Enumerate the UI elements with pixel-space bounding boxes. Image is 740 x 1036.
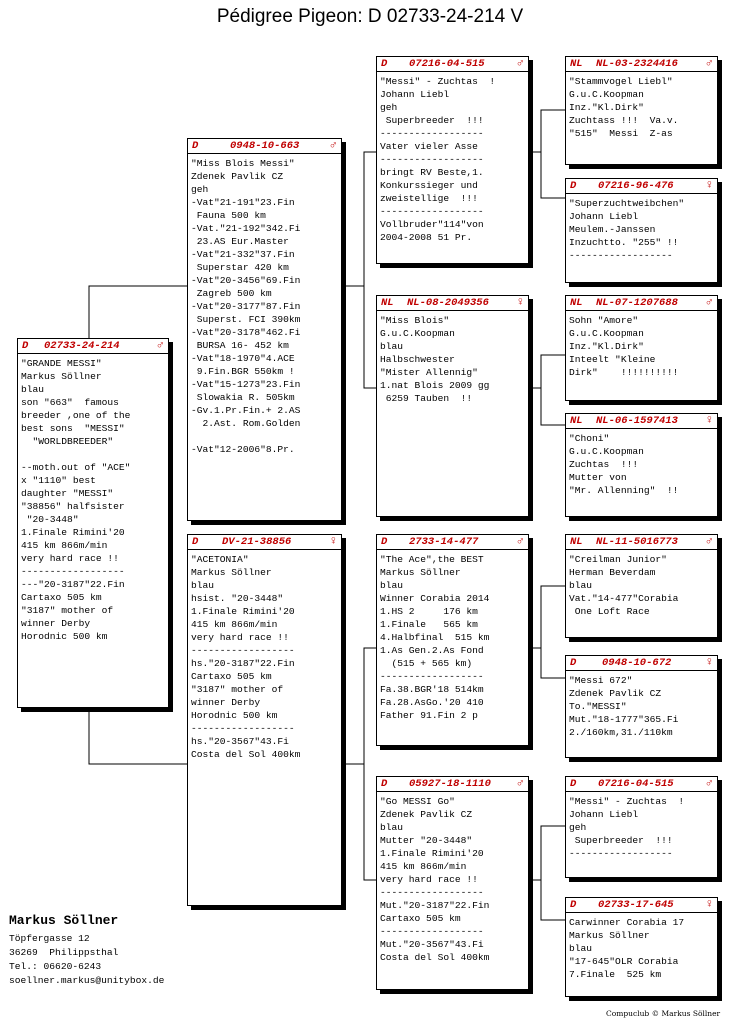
card-line: hsist. "20-3448" bbox=[191, 593, 284, 604]
card-line: bringt RV Beste,1. bbox=[380, 167, 484, 178]
pigeon-card-ff bbox=[376, 56, 529, 264]
country-code: D bbox=[570, 899, 577, 911]
country-code: D bbox=[381, 58, 388, 70]
card-line: ------------------ bbox=[21, 566, 125, 577]
ring-number: 02733-24-214 bbox=[44, 340, 120, 352]
card-line: "Creilman Junior" bbox=[569, 554, 667, 565]
card-line: winner Derby bbox=[191, 697, 261, 708]
ring-number: NL-03-2324416 bbox=[596, 58, 678, 70]
card-line: Johann Liebl bbox=[380, 89, 450, 100]
sex-icon: ♀ bbox=[705, 655, 713, 669]
card-line: "Miss Blois" bbox=[380, 315, 450, 326]
card-line: 9.Fin.BGR 550km ! bbox=[191, 366, 295, 377]
card-line: "38856" halfsister bbox=[21, 501, 125, 512]
sex-icon: ♀ bbox=[329, 534, 337, 548]
card-line: Herman Beverdam bbox=[569, 567, 656, 578]
pigeon-card-fmm bbox=[565, 413, 718, 517]
card-line: ---"20-3187"22.Fin bbox=[21, 579, 125, 590]
sex-icon: ♂ bbox=[156, 338, 164, 352]
card-line: very hard race !! bbox=[380, 874, 478, 885]
card-line: ------------------ bbox=[380, 154, 484, 165]
card-line: geh bbox=[569, 822, 587, 833]
card-line: Costa del Sol 400km bbox=[380, 952, 490, 963]
pigeon-card-mother bbox=[187, 534, 342, 906]
card-line: Mut."20-3187"22.Fin bbox=[380, 900, 490, 911]
card-line: Inzuchtto. "255" !! bbox=[569, 237, 679, 248]
card-line: Horodnic 500 km bbox=[191, 710, 278, 721]
card-line: 2./160km,31./110km bbox=[569, 727, 673, 738]
country-code: NL bbox=[570, 415, 583, 427]
card-line: geh bbox=[191, 184, 209, 195]
card-line: Superbreeder !!! bbox=[569, 835, 673, 846]
ring-number: 2733-14-477 bbox=[409, 536, 479, 548]
country-code: D bbox=[192, 140, 199, 152]
card-body bbox=[566, 550, 717, 618]
ring-number: NL-06-1597413 bbox=[596, 415, 678, 427]
pigeon-card-fmf bbox=[565, 295, 718, 401]
card-header bbox=[377, 777, 528, 792]
card-line: Markus Söllner bbox=[21, 371, 102, 382]
card-line: ------------------ bbox=[191, 723, 295, 734]
card-line: Halbschwester bbox=[380, 354, 455, 365]
card-line: Inz."Kl.Dirk" bbox=[569, 102, 644, 113]
breeder-email[interactable]: soellner.markus@unitybox.de bbox=[9, 975, 165, 986]
card-line: blau bbox=[21, 384, 45, 395]
card-body bbox=[566, 792, 717, 860]
sex-icon: ♂ bbox=[516, 534, 524, 548]
card-line: 2004-2008 51 Pr. bbox=[380, 232, 473, 243]
card-line: G.u.C.Koopman bbox=[380, 328, 455, 339]
card-line: Inteelt "Kleine bbox=[569, 354, 656, 365]
sex-icon: ♂ bbox=[705, 295, 713, 309]
card-line: Markus Söllner bbox=[569, 930, 650, 941]
card-line bbox=[21, 448, 165, 461]
country-code: NL bbox=[381, 297, 394, 309]
card-line: ------------------ bbox=[380, 671, 484, 682]
country-code: D bbox=[192, 536, 199, 548]
card-line: "Go MESSI Go" bbox=[380, 796, 455, 807]
card-line: Markus Söllner bbox=[191, 567, 272, 578]
card-line: 1.As Gen.2.As Fond bbox=[380, 645, 484, 656]
ring-number: 05927-18-1110 bbox=[409, 778, 491, 790]
card-line: ------------------ bbox=[380, 887, 484, 898]
card-line: (515 + 565 km) bbox=[380, 658, 473, 669]
card-line: Mut."20-3567"43.Fi bbox=[380, 939, 484, 950]
card-line: 415 km 866m/min bbox=[21, 540, 108, 551]
sex-icon: ♀ bbox=[705, 413, 713, 427]
card-line: G.u.C.Koopman bbox=[569, 446, 644, 457]
card-line: Horodnic 500 km bbox=[21, 631, 108, 642]
card-line: blau bbox=[380, 341, 404, 352]
country-code: D bbox=[381, 778, 388, 790]
card-line: Vat."14-477"Corabia bbox=[569, 593, 679, 604]
card-line: breeder ,one of the bbox=[21, 410, 131, 421]
ring-number: DV-21-38856 bbox=[222, 536, 292, 548]
ring-number: 02733-17-645 bbox=[598, 899, 674, 911]
card-line: blau bbox=[569, 580, 593, 591]
card-header bbox=[377, 57, 528, 72]
card-body bbox=[377, 311, 528, 405]
card-body bbox=[377, 550, 528, 722]
card-line: Vater vieler Asse bbox=[380, 141, 478, 152]
card-line: "Superzuchtweibchen" bbox=[569, 198, 685, 209]
sex-icon: ♂ bbox=[705, 776, 713, 790]
card-body bbox=[188, 550, 341, 761]
card-line: "ACETONIA" bbox=[191, 554, 249, 565]
card-line: Sohn "Amore" bbox=[569, 315, 639, 326]
card-line: very hard race !! bbox=[191, 632, 289, 643]
card-line: 4.Halbfinal 515 km bbox=[380, 632, 490, 643]
breeder-street: Töpfergasse 12 bbox=[9, 933, 90, 944]
card-line: Slowakia R. 505km bbox=[191, 392, 295, 403]
card-line: Costa del Sol 400km bbox=[191, 749, 301, 760]
card-header bbox=[566, 898, 717, 913]
card-line: -Vat"20-3177"87.Fin bbox=[191, 301, 301, 312]
card-line: Fa.38.BGR'18 514km bbox=[380, 684, 484, 695]
breeder-info bbox=[9, 912, 164, 988]
card-header bbox=[377, 296, 528, 311]
card-line: Johann Liebl bbox=[569, 809, 639, 820]
country-code: NL bbox=[570, 536, 583, 548]
card-line: blau bbox=[380, 822, 404, 833]
pigeon-card-fm bbox=[376, 295, 529, 517]
pigeon-card-mff bbox=[565, 534, 718, 638]
card-line: "3187" mother of bbox=[21, 605, 114, 616]
country-code: NL bbox=[570, 58, 583, 70]
card-line: ------------------ bbox=[569, 250, 673, 261]
country-code: D bbox=[381, 536, 388, 548]
sex-icon: ♂ bbox=[705, 56, 713, 70]
breeder-city: 36269 Philippsthal bbox=[9, 947, 119, 958]
card-line: -Gv.1.Pr.Fin.+ 2.AS bbox=[191, 405, 301, 416]
card-line: "20-3448" bbox=[21, 514, 79, 525]
card-header bbox=[566, 777, 717, 792]
card-line: Cartaxo 505 km bbox=[21, 592, 102, 603]
card-header bbox=[566, 57, 717, 72]
country-code: D bbox=[22, 340, 29, 352]
card-line: -Vat"20-3178"462.Fi bbox=[191, 327, 301, 338]
ring-number: NL-11-5016773 bbox=[596, 536, 678, 548]
card-line: "Messi" - Zuchtas ! bbox=[569, 796, 685, 807]
card-line: ------------------ bbox=[380, 926, 484, 937]
card-line: best sons "MESSI" bbox=[21, 423, 125, 434]
ring-number: NL-08-2049356 bbox=[407, 297, 489, 309]
country-code: D bbox=[570, 180, 577, 192]
card-line: Konkurssieger und bbox=[380, 180, 478, 191]
card-line: Fauna 500 km bbox=[191, 210, 266, 221]
pigeon-card-mfm bbox=[565, 655, 718, 758]
card-line: Mutter "20-3448" bbox=[380, 835, 473, 846]
card-line: --moth.out of "ACE" bbox=[21, 462, 131, 473]
card-header bbox=[188, 535, 341, 550]
sex-icon: ♀ bbox=[516, 295, 524, 309]
card-line: hs."20-3187"22.Fin bbox=[191, 658, 295, 669]
card-line: zweistellige !!! bbox=[380, 193, 478, 204]
card-header bbox=[566, 535, 717, 550]
card-header bbox=[566, 414, 717, 429]
ring-number: 07216-96-476 bbox=[598, 180, 674, 192]
card-line: 2.Ast. Rom.Golden bbox=[191, 418, 301, 429]
card-line: Inz."Kl.Dirk" bbox=[569, 341, 644, 352]
card-line: blau bbox=[191, 580, 215, 591]
card-line: 1.HS 2 176 km bbox=[380, 606, 478, 617]
card-line: Zuchtas !!! bbox=[569, 459, 639, 470]
sex-icon: ♀ bbox=[705, 897, 713, 911]
sex-icon: ♂ bbox=[516, 776, 524, 790]
card-line: 1.nat Blois 2009 gg bbox=[380, 380, 490, 391]
breeder-phone: Tel.: 06620-6243 bbox=[9, 961, 102, 972]
card-line: "The Ace",the BEST bbox=[380, 554, 484, 565]
card-body bbox=[566, 194, 717, 262]
card-line: Carwinner Corabia 17 bbox=[569, 917, 685, 928]
card-line: 23.AS Eur.Master bbox=[191, 236, 289, 247]
sex-icon: ♂ bbox=[516, 56, 524, 70]
card-line: -Vat"21-332"37.Fin bbox=[191, 249, 295, 260]
ring-number: 07216-04-515 bbox=[598, 778, 674, 790]
card-line: -Vat"20-3456"69.Fin bbox=[191, 275, 301, 286]
card-line: -Vat"18-1970"4.ACE bbox=[191, 353, 295, 364]
card-line: "Stammvogel Liebl" bbox=[569, 76, 673, 87]
card-line: blau bbox=[380, 580, 404, 591]
pigeon-card-ffm bbox=[565, 178, 718, 283]
card-line: 1.Finale 565 km bbox=[380, 619, 478, 630]
card-line: Cartaxo 505 km bbox=[191, 671, 272, 682]
card-line: ------------------ bbox=[380, 206, 484, 217]
card-line: 1.Finale Rimini'20 bbox=[380, 848, 484, 859]
card-line: Zdenek Pavlik CZ bbox=[191, 171, 284, 182]
card-line: ------------------ bbox=[191, 645, 295, 656]
sex-icon: ♀ bbox=[705, 178, 713, 192]
card-line: Zdenek Pavlik CZ bbox=[569, 688, 662, 699]
card-line: 7.Finale 525 km bbox=[569, 969, 662, 980]
card-line: "515" Messi Z-as bbox=[569, 128, 673, 139]
sex-icon: ♂ bbox=[329, 138, 337, 152]
card-line: Superbreeder !!! bbox=[380, 115, 484, 126]
card-line: Mutter von bbox=[569, 472, 627, 483]
card-line: 1.Finale Rimini'20 bbox=[21, 527, 125, 538]
card-line: -Vat"15-1273"23.Fin bbox=[191, 379, 301, 390]
card-body bbox=[566, 429, 717, 497]
card-line: Mut."18-1777"365.Fi bbox=[569, 714, 679, 725]
pigeon-card-father bbox=[187, 138, 342, 521]
card-line: Johann Liebl bbox=[569, 211, 639, 222]
pigeon-card-mmf bbox=[565, 776, 718, 878]
card-line: BURSA 16- 452 km bbox=[191, 340, 289, 351]
card-header bbox=[18, 339, 168, 354]
country-code: D bbox=[570, 657, 577, 669]
card-line: Vollbruder"114"von bbox=[380, 219, 484, 230]
card-header bbox=[188, 139, 341, 154]
ring-number: 0948-10-672 bbox=[602, 657, 672, 669]
card-line: hs."20-3567"43.Fi bbox=[191, 736, 289, 747]
card-body bbox=[377, 72, 528, 244]
card-line: "Messi" - Zuchtas ! bbox=[380, 76, 496, 87]
pigeon-card-main bbox=[17, 338, 169, 708]
card-line: geh bbox=[380, 102, 398, 113]
card-line: Fa.28.AsGo.'20 410 bbox=[380, 697, 484, 708]
pigeon-card-mf bbox=[376, 534, 529, 746]
pigeon-card-fff bbox=[565, 56, 718, 165]
card-line: To."MESSI" bbox=[569, 701, 627, 712]
card-line: blau bbox=[569, 943, 593, 954]
card-line: -Vat"12-2006"8.Pr. bbox=[191, 444, 295, 455]
card-line: Winner Corabia 2014 bbox=[380, 593, 490, 604]
card-body bbox=[566, 671, 717, 739]
pigeon-card-mm bbox=[376, 776, 529, 990]
ring-number: 0948-10-663 bbox=[230, 140, 300, 152]
card-line: x "1110" best bbox=[21, 475, 96, 486]
ring-number: NL-07-1207688 bbox=[596, 297, 678, 309]
card-line: ------------------ bbox=[569, 848, 673, 859]
card-line: "Mr. Allenning" !! bbox=[569, 485, 679, 496]
card-header bbox=[377, 535, 528, 550]
card-line: very hard race !! bbox=[21, 553, 119, 564]
card-line: Zdenek Pavlik CZ bbox=[380, 809, 473, 820]
card-line: Cartaxo 505 km bbox=[380, 913, 461, 924]
card-line: Markus Söllner bbox=[380, 567, 461, 578]
card-line: ------------------ bbox=[380, 128, 484, 139]
card-body bbox=[188, 154, 341, 456]
card-line: Zagreb 500 km bbox=[191, 288, 272, 299]
card-line: winner Derby bbox=[21, 618, 91, 629]
card-line: Father 91.Fin 2 p bbox=[380, 710, 478, 721]
card-line: daughter "MESSI" bbox=[21, 488, 114, 499]
card-line: 1.Finale Rimini'20 bbox=[191, 606, 295, 617]
card-line: Superstar 420 km bbox=[191, 262, 289, 273]
card-line: 6259 Tauben !! bbox=[380, 393, 473, 404]
card-line: 415 km 866m/min bbox=[191, 619, 278, 630]
page-title: Pédigree Pigeon: D 02733-24-214 V bbox=[216, 6, 524, 27]
card-line bbox=[191, 430, 338, 443]
card-line: son "663" famous bbox=[21, 397, 119, 408]
card-body bbox=[566, 913, 717, 981]
card-line: Dirk" !!!!!!!!!! bbox=[569, 367, 679, 378]
card-line: "Messi 672" bbox=[569, 675, 633, 686]
pigeon-card-mmm bbox=[565, 897, 718, 997]
ring-number: 07216-04-515 bbox=[409, 58, 485, 70]
card-body bbox=[18, 354, 168, 643]
card-line: "Miss Blois Messi" bbox=[191, 158, 295, 169]
card-line: "WORLDBREEDER" bbox=[21, 436, 114, 447]
card-line: Meulem.-Janssen bbox=[569, 224, 656, 235]
card-line: G.u.C.Koopman bbox=[569, 328, 644, 339]
card-line: "GRANDE MESSI" bbox=[21, 358, 102, 369]
card-line: 415 km 866m/min bbox=[380, 861, 467, 872]
card-line: -Vat"21-191"23.Fin bbox=[191, 197, 295, 208]
card-line: "Mister Allennig" bbox=[380, 367, 478, 378]
country-code: NL bbox=[570, 297, 583, 309]
card-body bbox=[566, 72, 717, 140]
card-header bbox=[566, 179, 717, 194]
card-body bbox=[377, 792, 528, 964]
country-code: D bbox=[570, 778, 577, 790]
card-line: "Choni" bbox=[569, 433, 610, 444]
card-line: Superst. FCI 390km bbox=[191, 314, 301, 325]
card-header bbox=[566, 296, 717, 311]
card-body bbox=[566, 311, 717, 379]
card-line: "17-645"OLR Corabia bbox=[569, 956, 679, 967]
breeder-name: Markus Söllner bbox=[9, 913, 119, 928]
sex-icon: ♂ bbox=[705, 534, 713, 548]
card-line: "3187" mother of bbox=[191, 684, 284, 695]
card-line: Zuchtass !!! Va.v. bbox=[569, 115, 679, 126]
card-line: G.u.C.Koopman bbox=[569, 89, 644, 100]
footer-credit: Compuclub © Markus Söllner bbox=[606, 1009, 721, 1018]
card-line: -Vat."21-192"342.Fi bbox=[191, 223, 301, 234]
card-line: One Loft Race bbox=[569, 606, 650, 617]
card-header bbox=[566, 656, 717, 671]
